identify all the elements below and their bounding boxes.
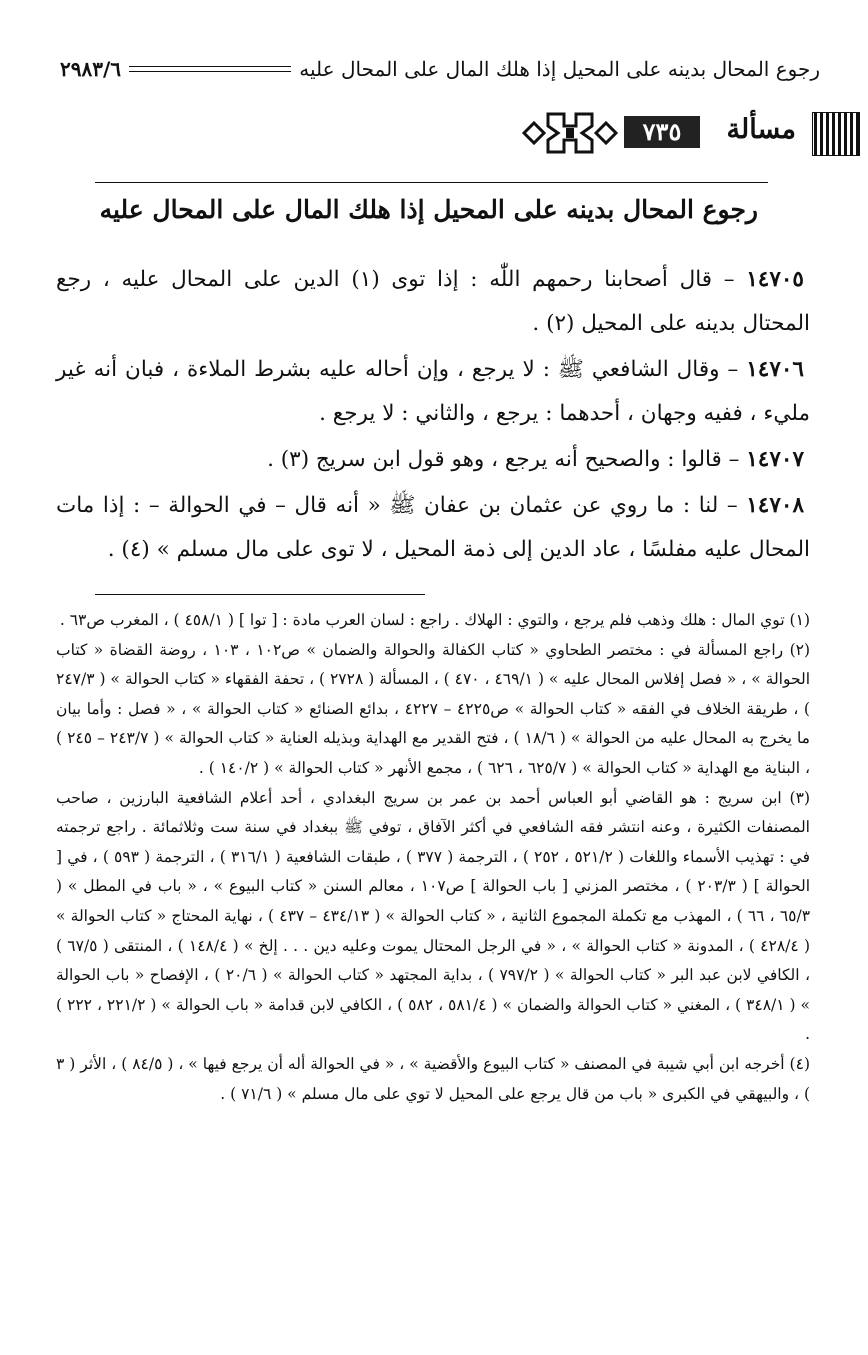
masala-label: مسألة (726, 114, 796, 145)
footnote: (٣) ابن سريج : هو القاضي أبو العباس أحمد بن عمر بن سريج البغدادي ، أحد أعلام الشافعية البارزين ، صاحب المصنفات الكثيرة ، وعنه انتشر فقه الشافعي في أكثر الآفاق ، توفي ﷺ ببغداد في سنة ست وثلاثمائة . راجع ترجمته في : تهذيب الأسماء واللغات ( ٥٢١/٢ ، ٢٥٢ ) ، الترجمة ( ٣٧٧ ) ، طبقات الشافعية ( ٣١٦/١ ) ، الترجمة ( ٥٩٣ ) ، في [ الحوالة ] ( ٢٠٣/٣ ) ، مختصر المزني [ باب الحوالة ] ص١٠٧ ، معالم السنن « كتاب البيوع » ، « باب في المطل » ( ٦٥/٣ ، ٦٦ ) ، المهذب مع تكملة المجموع الثانية ، « كتاب الحوالة » ( ٤٣٤/١٣ – ٤٣٧ ) ، نهاية المحتاج « كتاب الحوالة » ( ٤٢٨/٤ ) ، المدونة « كتاب الحوالة » ، « في الرجل المحتال يموت وعليه دين . . . إلخ » ( ١٤٨/٤ ) ، المنتقى ( ٦٧/٥ ) ، الكافي لابن عبد البر « كتاب الحوالة » ( ٧٩٧/٢ ) ، بداية المجتهد « كتاب الحوالة » ( ٢٠/٦ ) ، الإفصاح « باب الحوالة » ( ٣٤٨/١ ) ، المغني « كتاب الحوالة والضمان » ( ٥٨١/٤ ، ٥٨٢ ) ، الكافي لابن قدامة « باب الحوالة » ( ٢٢١/٢ ، ٢٢٢ ) . (56, 788, 811, 1044)
masala-number: ٧٣٥ (624, 116, 700, 148)
chapter-rule (95, 182, 768, 183)
geometric-ornament-icon (510, 106, 620, 160)
paragraph (56, 348, 810, 436)
page-number: ٢٩٨٣/٦ (60, 57, 122, 81)
running-header-title: رجوع المحال بدينه على المحيل إذا هلك المال على المحال عليه (299, 57, 820, 81)
paragraph-number: ١٤٧٠٦ (746, 357, 804, 382)
paragraph (56, 258, 810, 346)
running-header (60, 52, 820, 86)
paragraph-text: – قالوا : والصحيح أنه يرجع ، وهو قول ابن سريج (٣) . (267, 447, 740, 472)
footnote: (١) توي المال : هلك وذهب فلم يرجع ، والتوي : الهلاك . راجع : لسان العرب مادة : [ توا ] ( ٤٥٨/١ ) ، المغرب ص٦٣ . (59, 611, 810, 629)
paragraph-number: ١٤٧٠٧ (746, 447, 804, 472)
footnote-separator (95, 594, 425, 595)
paragraph-number: ١٤٧٠٨ (746, 493, 804, 518)
paragraph-text: – وقال الشافعي ﷺ : لا يرجع ، وإن أحاله عليه بشرط الملاءة ، فبان أنه غير مليء ، ففيه وجهان ، أحدهما : يرجع ، والثاني : لا يرجع . (56, 357, 810, 426)
paragraph (56, 438, 810, 482)
striped-ornament (812, 112, 860, 156)
chapter-title: رجوع المحال بدينه على المحيل إذا هلك المال على المحال عليه (99, 195, 758, 224)
paragraph-text: – لنا : ما روي عن عثمان بن عفان ﷺ « أنه قال – في الحوالة – : إذا مات المحال عليه مفلسًا ، عاد الدين إلى ذمة المحيل ، لا توى على مال مسلم » (٤) . (56, 493, 810, 562)
footnote: (٤) أخرجه ابن أبي شيبة في المصنف « كتاب البيوع والأقضية » ، « في الحوالة أله أن يرجع فيها » ، ( ٨٤/٥ ) ، الأثر ( ٣ ) ، والبيهقي في الكبرى « باب من قال يرجع على المحيل لا توي على مال مسلم » ( ٧١/٦ ) . (56, 1054, 810, 1103)
footnote: (٢) راجع المسألة في : مختصر الطحاوي « كتاب الكفالة والحوالة والضمان » ص١٠٢ ، ١٠٣ ، روضة القضاة « كتاب الحوالة » ، « فصل إفلاس المحال عليه » ( ٤٦٩/١ ، ٤٧٠ ) ، المسألة ( ٢٧٢٨ ) ، تحفة الفقهاء « كتاب الحوالة » ( ٢٤٧/٣ ) ، طريقة الخلاف في الفقه « كتاب الحوالة » ص٤٢٢٥ – ٤٢٢٧ ، بدائع الصنائع « كتاب الحوالة » ، « فصل : وأما بيان ما يخرج به المحال عليه من الحوالة » ( ١٨/٦ ) ، فتح القدير مع الهداية وبذيله العناية « كتاب الحوالة » ( ٢٤٣/٧ – ٢٤٥ ) ، البناية مع الهداية « كتاب الحوالة » ( ٦٢٥/٧ ، ٦٢٦ ) ، مجمع الأنهر « كتاب الحوالة » ( ١٤٠/٢ ) . (56, 640, 811, 777)
header-double-rule (129, 66, 291, 72)
footnotes (56, 606, 810, 1109)
paragraph (56, 484, 810, 572)
main-text (56, 258, 810, 574)
paragraph-number: ١٤٧٠٥ (746, 267, 804, 292)
masala-banner (0, 104, 860, 162)
paragraph-text: – قال أصحابنا رحمهم اللّٰه : إذا توى (١) الدين على المحال عليه ، رجع المحتال بدينه على المحيل (٢) . (56, 267, 810, 336)
